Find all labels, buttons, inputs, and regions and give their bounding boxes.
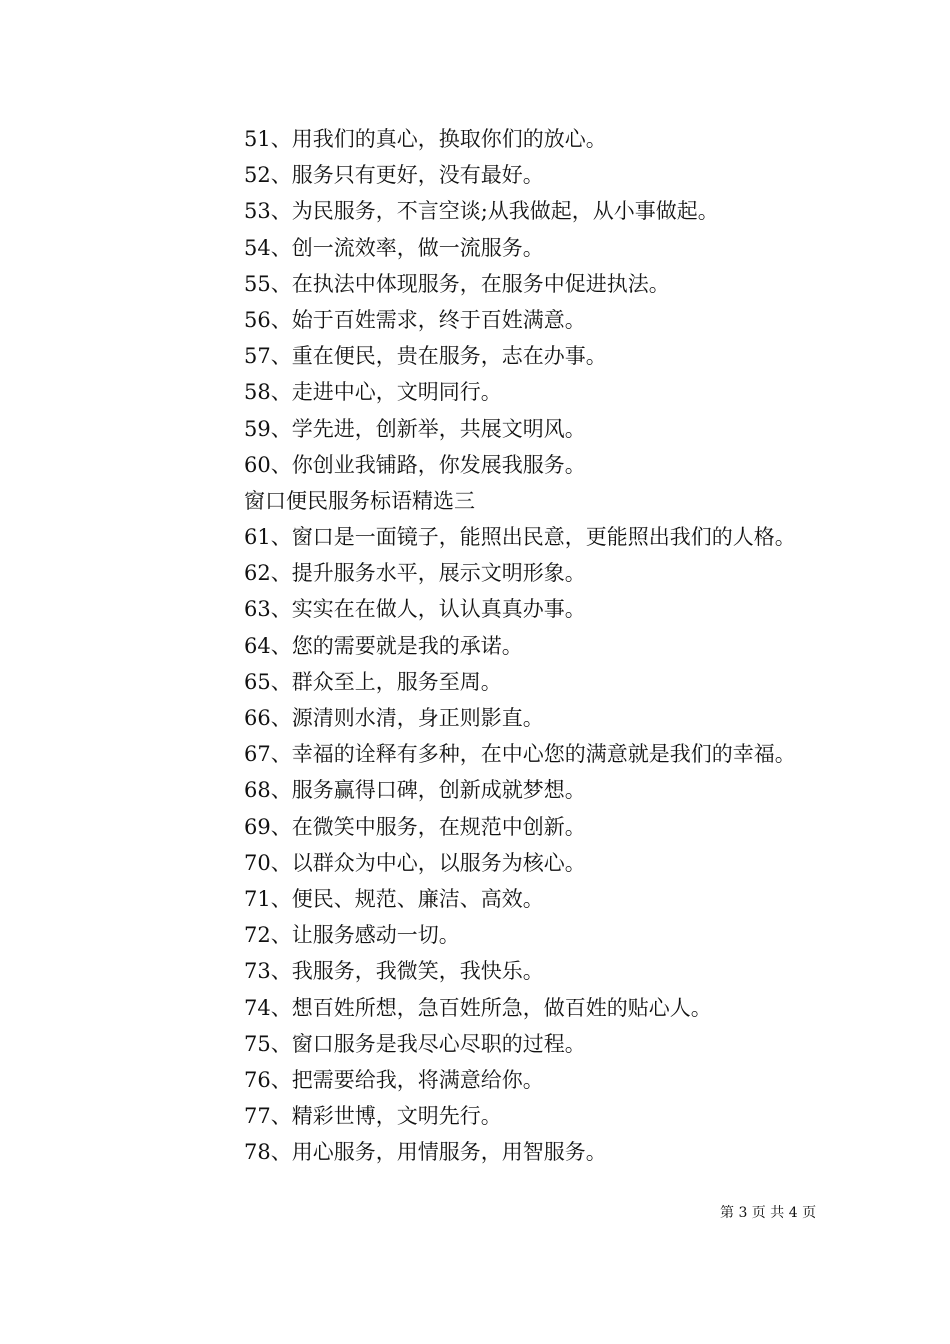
- slogan-line-74: 74、想百姓所想，急百姓所急，做百姓的贴心人。: [244, 995, 712, 1020]
- slogan-line-62: 62、提升服务水平，展示文明形象。: [244, 561, 586, 586]
- slogan-line-76: 76、把需要给我，将满意给你。: [244, 1067, 544, 1092]
- slogan-line-66: 66、源清则水清，身正则影直。: [244, 706, 544, 730]
- slogan-line-51: 51、用我们的真心，换取你们的放心。: [244, 127, 607, 151]
- slogan-line-54: 54、创一流效率，做一流服务。: [244, 235, 544, 260]
- slogan-line-59: 59、学先进，创新举，共展文明风。: [244, 416, 586, 441]
- slogan-line-52: 52、服务只有更好，没有最好。: [244, 163, 544, 188]
- slogan-line-58: 58、走进中心，文明同行。: [244, 380, 502, 405]
- page-number-footer: 第 3 页 共 4 页: [720, 1205, 817, 1221]
- slogan-line-70: 70、以群众为中心，以服务为核心。: [244, 850, 586, 875]
- slogan-line-73: 73、我服务，我微笑，我快乐。: [244, 959, 544, 984]
- slogan-line-71: 71、便民、规范、廉洁、高效。: [244, 886, 544, 911]
- slogan-line-75: 75、窗口服务是我尽心尽职的过程。: [244, 1031, 586, 1056]
- document-body: [244, 121, 884, 1170]
- slogan-line-63: 63、实实在在做人，认认真真办事。: [244, 597, 586, 622]
- slogan-line-60: 60、你创业我铺路，你发展我服务。: [244, 452, 586, 477]
- section-heading: 窗口便民服务标语精选三: [244, 488, 475, 513]
- slogan-line-68: 68、服务赢得口碑，创新成就梦想。: [244, 778, 586, 803]
- slogan-line-67: 67、幸福的诠释有多种，在中心您的满意就是我们的幸福。: [244, 742, 796, 767]
- slogan-line-69: 69、在微笑中服务，在规范中创新。: [244, 814, 586, 839]
- slogan-line-57: 57、重在便民，贵在服务，志在办事。: [244, 344, 607, 369]
- slogan-line-78: 78、用心服务，用情服务，用智服务。: [244, 1140, 607, 1165]
- slogan-line-55: 55、在执法中体现服务，在服务中促进执法。: [244, 271, 670, 296]
- slogan-line-64: 64、您的需要就是我的承诺。: [244, 633, 523, 658]
- slogan-line-56: 56、始于百姓需求，终于百姓满意。: [244, 307, 586, 332]
- slogan-line-65: 65、群众至上，服务至周。: [244, 669, 502, 694]
- slogan-line-53: 53、为民服务，不言空谈;从我做起，从小事做起。: [244, 199, 719, 224]
- slogan-line-77: 77、精彩世博，文明先行。: [244, 1104, 502, 1129]
- slogan-line-61: 61、窗口是一面镜子，能照出民意，更能照出我们的人格。: [244, 525, 796, 550]
- slogan-line-72: 72、让服务感动一切。: [244, 923, 460, 948]
